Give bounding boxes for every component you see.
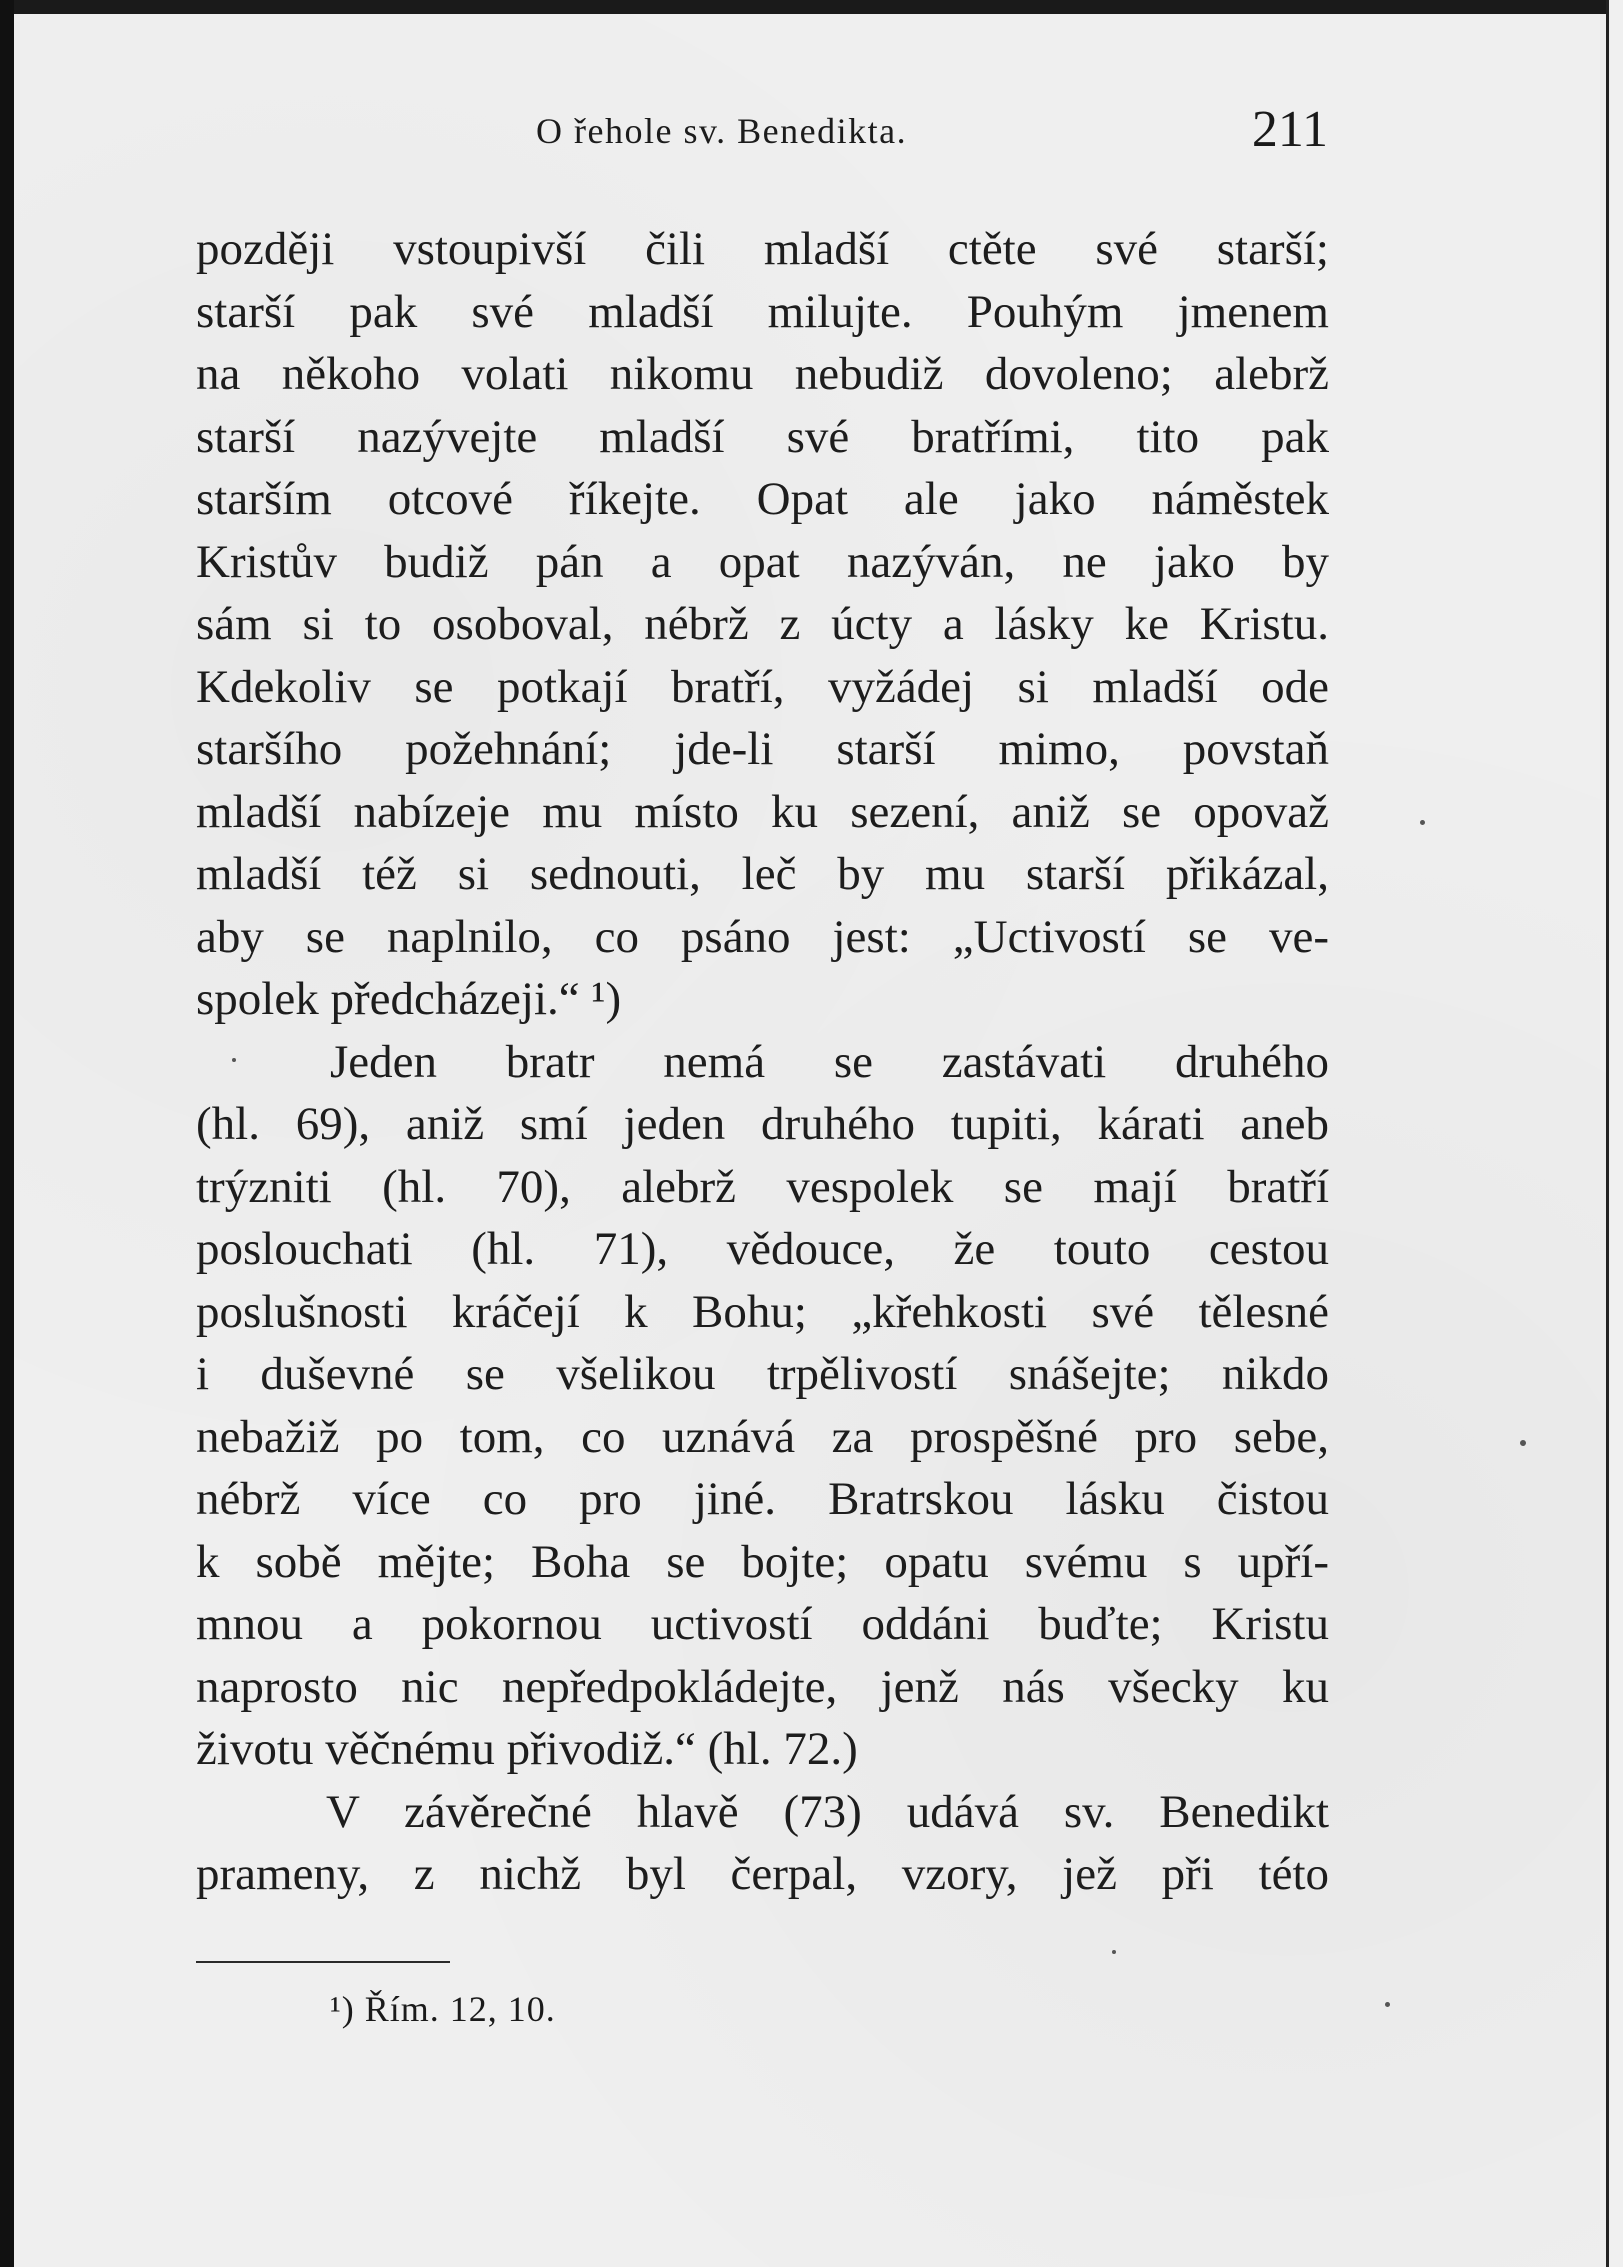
scan-speck [232,1058,236,1062]
text-line: Kristův budiž pán a opat nazýván, ne jako by [196,535,1329,588]
text-line: nébrž více co pro jiné. Bratrskou lásku čistou [196,1473,1329,1525]
scan-speck [1520,1440,1526,1446]
body-text [196,218,1329,1906]
text-line: později vstoupivší čili mladší ctěte své starší; [196,223,1329,275]
text-line: (hl. 69), aniž smí jeden druhého tupiti, kárati aneb [196,1098,1329,1150]
text-line: Kdekoliv se potkají bratří, vyžádej si mladší ode [196,660,1329,713]
page-header [198,100,1328,160]
footnote: ¹) Řím. 12, 10. [330,1989,556,2029]
text-line: V závěrečné hlavě (73) udává sv. Benedikt [326,1785,1329,1838]
page-number: 211 [1251,101,1328,158]
text-line: poslouchati (hl. 71), vědouce, že touto cestou [196,1223,1329,1275]
text-line: starší nazývejte mladší své bratřími, tito pak [196,410,1329,463]
scan-left-edge [0,0,14,2267]
scan-speck [1112,1950,1116,1954]
text-line: poslušnosti kráčejí k Bohu; „křehkosti své tělesné [196,1285,1329,1338]
running-title: O řehole sv. Benedikta. [536,111,908,151]
text-line: životu věčnému přivodiž.“ (hl. 72.) [196,1723,858,1775]
text-line: spolek předcházeji.“ ¹) [196,973,622,1025]
text-line: na někoho volati nikomu nebudiž dovoleno; alebrž [196,348,1329,400]
text-line: trýzniti (hl. 70), alebrž vespolek se mají bratří [196,1160,1329,1213]
footnote-divider [196,1961,450,1963]
text-line: mladší též si sednouti, leč by mu starší přikázal, [196,848,1329,900]
text-line: prameny, z nichž byl čerpal, vzory, jež při této [196,1848,1329,1900]
scan-right-edge [1606,0,1623,2267]
text-line: naprosto nic nepředpokládejte, jenž nás všecky ku [196,1660,1329,1713]
text-line: nebažiž po tom, co uznává za prospěšné pro sebe, [196,1410,1329,1463]
text-line: Jeden bratr nemá se zastávati druhého [330,1035,1329,1088]
scan-speck [1420,820,1425,825]
scan-speck [1385,2002,1390,2007]
text-line: starším otcové říkejte. Opat ale jako náměstek [196,473,1329,525]
text-line: mnou a pokornou uctivostí oddáni buďte; Kristu [196,1598,1329,1650]
text-line: staršího požehnání; jde-li starší mimo, povstaň [196,723,1329,775]
text-line: starší pak své mladší milujte. Pouhým jmenem [196,285,1329,338]
text-line: mladší nabízeje mu místo ku sezení, aniž se opovaž [196,785,1329,838]
text-line: aby se naplnilo, co psáno jest: „Uctivostí se ve- [196,910,1329,963]
text-line: k sobě mějte; Boha se bojte; opatu svému s upří- [196,1535,1329,1588]
text-line: i duševné se všelikou trpělivostí snášejte; nikdo [196,1348,1329,1400]
text-line: sám si to osoboval, nébrž z úcty a lásky ke Kristu. [196,598,1329,650]
